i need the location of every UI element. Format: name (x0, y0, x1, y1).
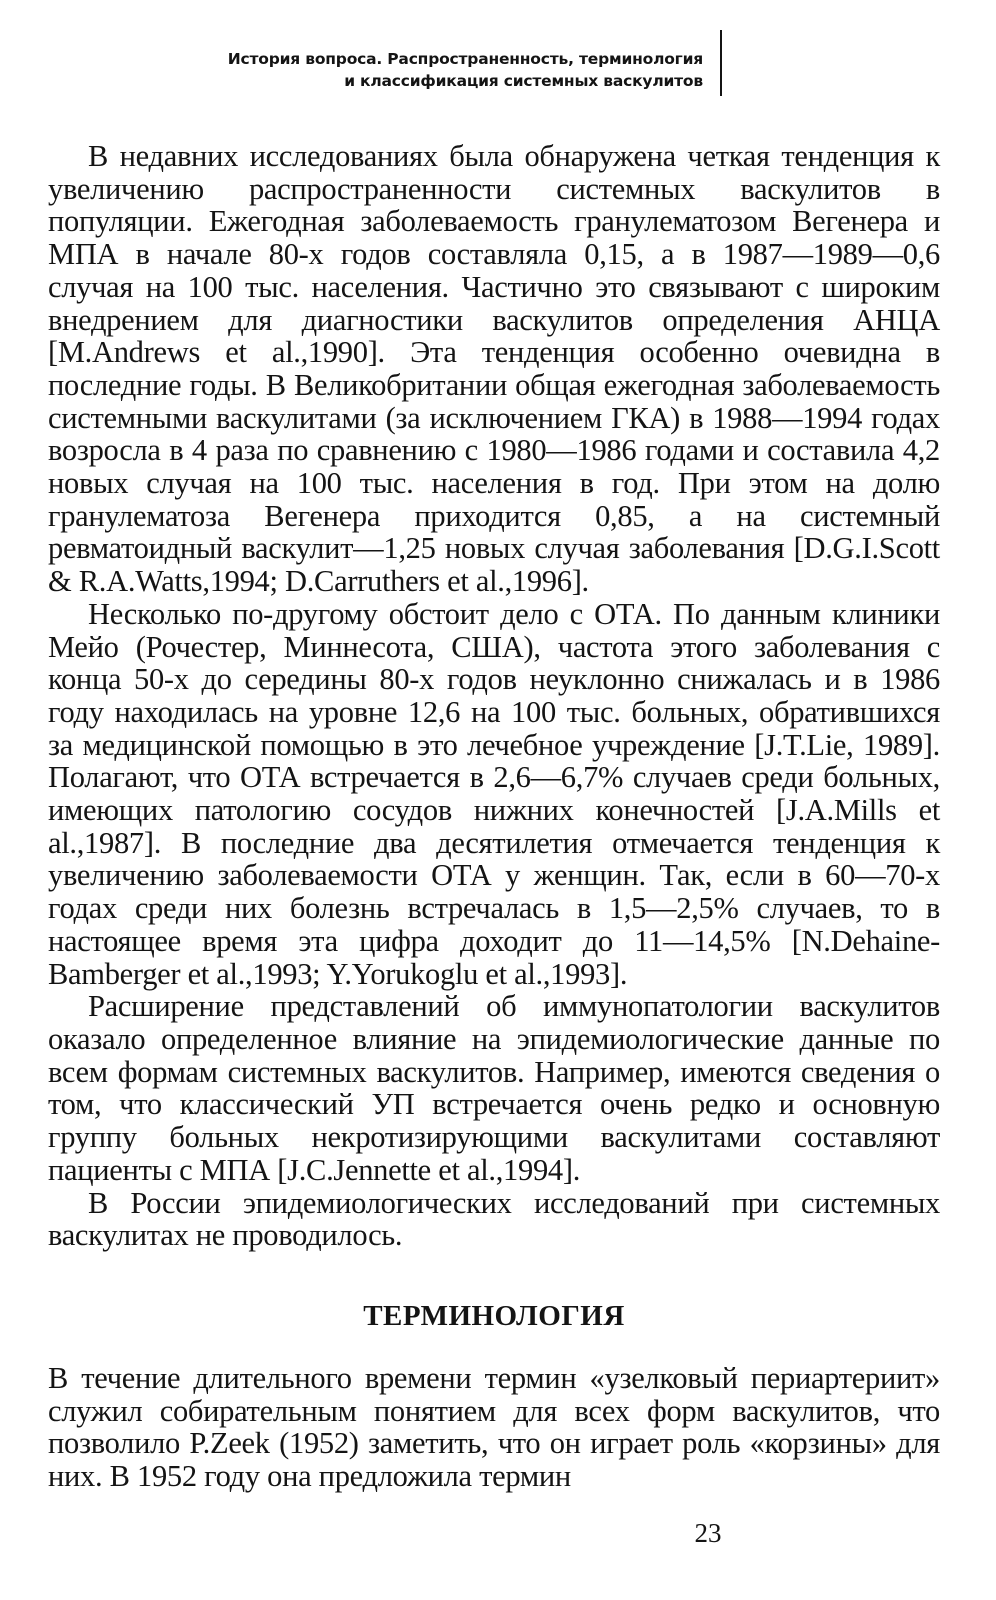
header-vertical-rule (720, 30, 722, 96)
running-header (180, 48, 703, 92)
main-text (48, 140, 940, 1252)
page-number: 23 (694, 1518, 722, 1548)
section-heading: ТЕРМИНОЛОГИЯ (363, 1300, 625, 1332)
paragraph-russia: В России эпидемиологических исследований при системных васкулитах не проводилось. (48, 1185, 940, 1253)
paragraph-immunopathology: Расширение представлений об иммунопатологии васкулитов оказало определенное влияние на эпидемиологические данные по всем формам системных васкулитов. Например, имеются сведения о том, что классический УП встречается очень редко и основную группу больных некротизирующими васкулитами составляют пациенты с МПА [J.C.Jennette et al.,1994]. (48, 989, 940, 1187)
running-header-line-2: и классификация системных васкулитов (344, 72, 703, 90)
paragraph-ota: Несколько по-другому обстоит дело с ОТА. По данным клиники Мейо (Рочестер, Миннесота, США), частота этого заболевания с конца 50-х до середины 80-х годов неуклонно снижалась и в 1986 году находилась на уровне 12,6 на 100 тыс. больных, обратившихся за медицинской помощью в это лечебное учреждение [J.T.Lie, 1989]. Полагают, что ОТА встречается в 2,6—6,7% случаев среди больных, имеющих патологию сосудов нижних конечностей [J.A.Mills et al.,1987]. В последние два десятилетия отмечается тенденция к увеличению заболеваемости ОТА у женщин. Так, если в 60—70-х годах среди них болезнь встречалась в 1,5—2,5% случаев, то в настоящее время эта цифра доходит до 11—14,5% [N.Dehaine-Bamberger et al.,1993; Y.Yorukoglu et al.,1993]. (48, 596, 940, 991)
running-header-line-1: История вопроса. Распространенность, терминология (227, 50, 703, 68)
paragraph-prevalence-trend: В недавних исследованиях была обнаружена четкая тенденция к увеличению распространенности системных васкулитов в популяции. Ежегодная заболеваемость гранулематозом Вегенера и МПА в начале 80-х годов составляла 0,15, а в 1987—1989—0,6 случая на 100 тыс. населения. Частично это связывают с широким внедрением для диагностики васкулитов определения АНЦА [M.Andrews et al.,1990]. Эта тенденция особенно очевидна в последние годы. В Великобритании общая ежегодная заболеваемость системными васкулитами (за исключением ГКА) в 1988—1994 годах возросла в 4 раза по сравнению с 1980—1986 годами и составила 4,2 новых случая на 100 тыс. населения в год. При этом на долю гранулематоза Вегенера приходится 0,85, а на системный ревматоидный васкулит—1,25 новых случая заболевания [D.G.I.Scott & R.A.Watts,1994; D.Carruthers et al.,1996]. (48, 139, 940, 599)
terminology-text (48, 1362, 940, 1493)
paragraph-terminology: В течение длительного времени термин «узелковый периартериит» служил собирательным понятием для всех форм васкулитов, что позволило P.Zeek (1952) заметить, что он играет роль «корзины» для них. В 1952 году она предложила термин (48, 1361, 940, 1494)
